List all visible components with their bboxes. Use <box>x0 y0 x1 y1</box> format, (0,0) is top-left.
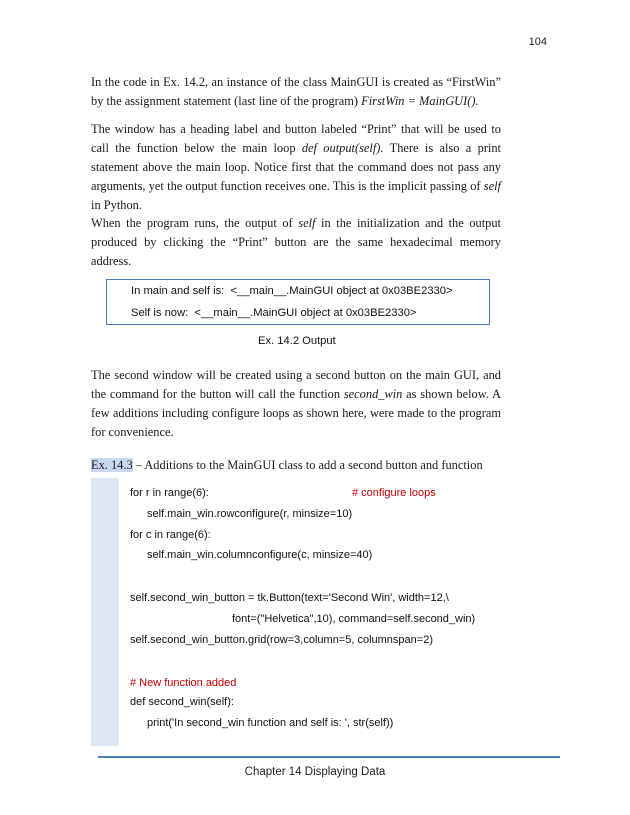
paragraph-instance <box>91 73 501 111</box>
text: in Python. <box>91 198 142 212</box>
example-label-highlighted: Ex. 14.3 <box>91 458 133 472</box>
italic-code: FirstWin = MainGUI(). <box>361 94 479 108</box>
italic-code: def output(self). <box>301 141 384 155</box>
text: The window has a heading label and button labeled “Print” that will be used to call the function below the main loop <box>91 122 501 155</box>
paragraph-second-window <box>91 366 501 442</box>
figure-caption: Ex. 14.2 Output <box>258 335 336 347</box>
code-comment: # New function added <box>130 677 237 689</box>
example-heading <box>91 456 501 475</box>
italic-code: second_win <box>343 387 403 401</box>
code-line: self.main_win.rowconfigure(r, minsize=10) <box>147 508 353 520</box>
output-line-1: In main and self is: <__main__.MainGUI object at 0x03BE2330> <box>131 285 453 297</box>
code-line: for c in range(6): <box>130 529 211 541</box>
code-comment: # configure loops <box>352 487 436 499</box>
code-line: self.second_win_button = tk.Button(text='Second Win', width=12,\ <box>130 592 449 604</box>
paragraph-output <box>91 214 501 271</box>
text: The second window will be created using a second button on the main GUI, and the command for the button will call the function <box>91 368 501 401</box>
code-line: self.second_win_button.grid(row=3,column=5, columnspan=2) <box>130 634 433 646</box>
text: in the initialization and the output produced by clicking the “Print” button are the same hexadecimal memory address. <box>91 216 501 268</box>
text: – Additions to the MainGUI class to add a second button and function <box>132 458 483 472</box>
code-line: self.main_win.columnconfigure(c, minsize=40) <box>147 549 373 561</box>
text: as shown below. A few additions including configure loops as shown here, were made to the program for convenience. <box>91 387 502 439</box>
text: When the program runs, the output of <box>91 216 299 230</box>
footer-chapter-title: Chapter 14 Displaying Data <box>244 766 386 778</box>
output-line-2: Self is now: <__main__.MainGUI object at 0x03BE2330> <box>131 307 417 319</box>
text: In the code in Ex. 14.2, an instance of the class MainGUI is created as “FirstWin” by the assignment statement (last line of the program) <box>91 75 501 108</box>
italic-code: self <box>298 216 316 230</box>
code-line: for r in range(6): <box>130 487 209 499</box>
code-line: def second_win(self): <box>130 696 234 708</box>
page-number: 104 <box>528 36 547 48</box>
code-line: print('In second_win function and self is: ', str(self)) <box>147 717 394 729</box>
code-selection-highlight <box>91 478 119 746</box>
footer-rule <box>98 756 560 758</box>
code-line: font=("Helvetica",10), command=self.second_win) <box>232 613 476 625</box>
paragraph-window <box>91 120 501 215</box>
italic-code: self <box>483 179 501 193</box>
output-box <box>106 279 490 325</box>
text: There is also a print statement above the main loop. Notice first that the command does not pass any arguments, yet the output function receives one. This is the implicit passing of <box>91 141 501 193</box>
